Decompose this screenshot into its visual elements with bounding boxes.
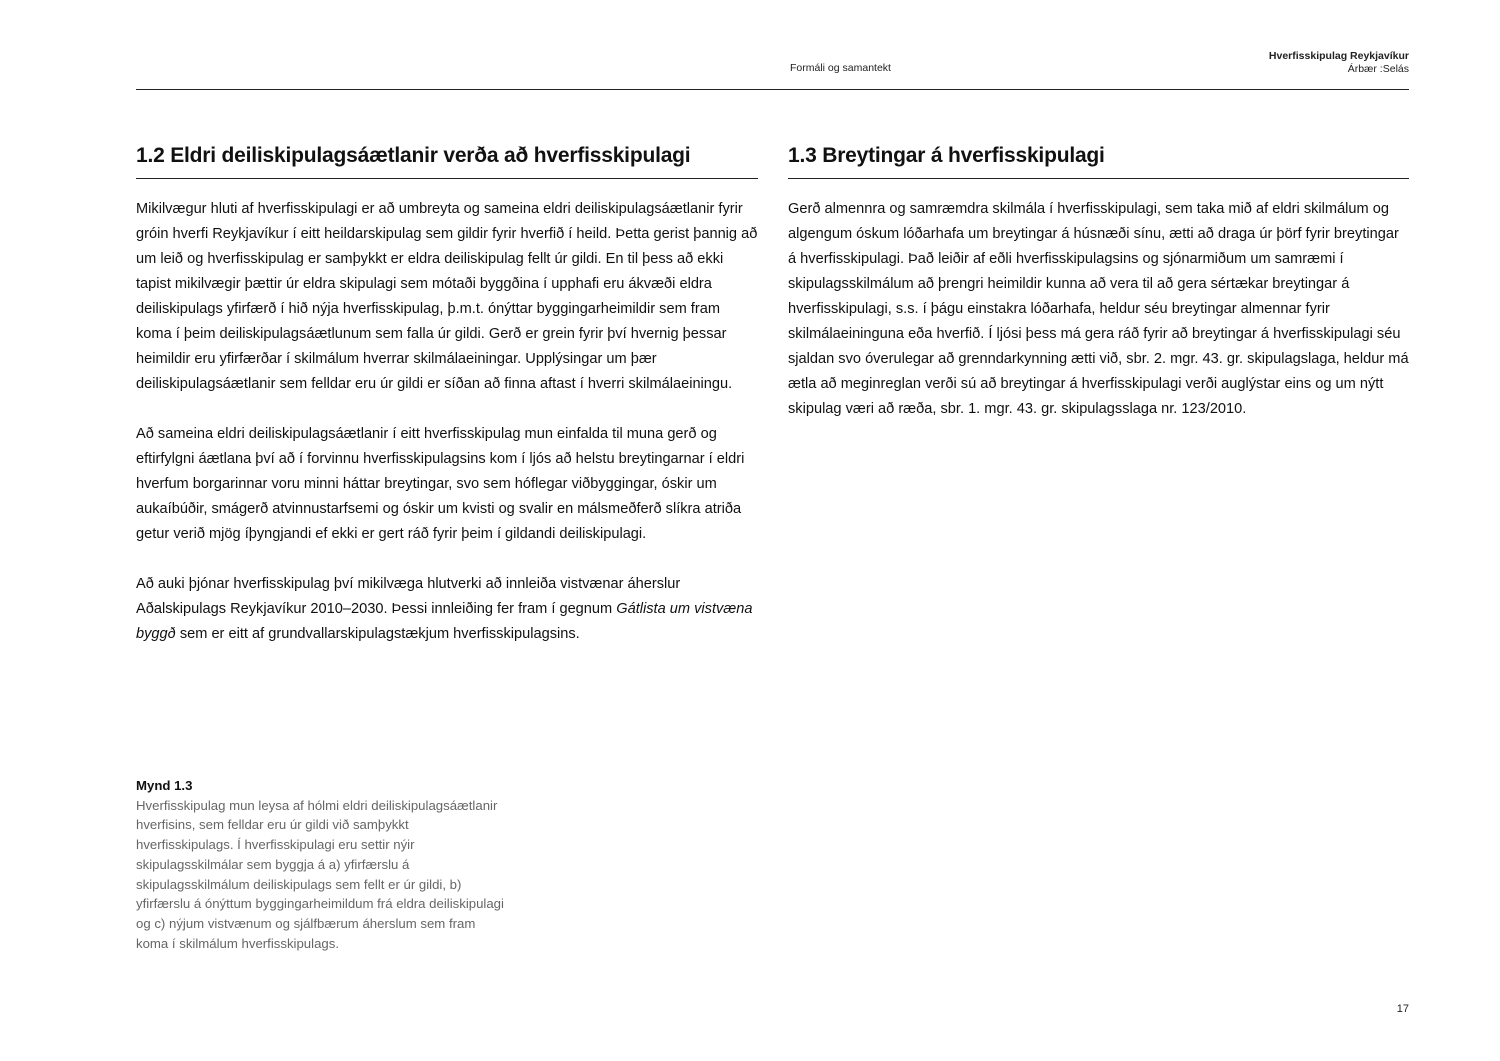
section-1-2-heading: 1.2 Eldri deiliskipulagsáætlanir verða að hverfisskipulagi bbox=[136, 140, 758, 179]
section-1-2-paragraph-2: Að sameina eldri deiliskipulagsáætlanir í eitt hverfisskipulag mun einfalda til muna gerð og eftirfylgni áætlana því að í forvinnu hverfisskipulagsins kom í ljós að helstu breytingarnar í eldri hverfum borgarinnar voru minni háttar breytingar, svo sem hóflegar viðbyggingar, óskir um aukaíbúðir, smágerð atvinnustarfsemi og óskir um kvisti og svalir en málsmeðferð slíkra atriða getur verið mjög íþyngjandi ef ekki er gert ráð fyrir þeim í gildandi deiliskipulagi. bbox=[136, 426, 745, 542]
document-subtitle: Árbær :Selás bbox=[1347, 63, 1409, 75]
paragraph-3-italic: Gátlista um vistvæna byggð bbox=[136, 601, 753, 642]
paragraph-3-end: sem er eitt af grundvallarskipulagstækjum hverfisskipulagsins. bbox=[175, 626, 580, 642]
section-1-3-heading: 1.3 Breytingar á hverfisskipulagi bbox=[788, 140, 1409, 179]
section-1-2-paragraph-3 bbox=[136, 572, 758, 647]
paragraph-3-start: Að auki þjónar hverfisskipulag því mikilvæga hlutverki að innleiða vistvænar áherslur Aðalskipulags Reykjavíkur 2010–2030. Þessi innleiðing fer fram í gegnum bbox=[136, 576, 681, 617]
page-number: 17 bbox=[1396, 1003, 1409, 1015]
section-label: Formáli og samantekt bbox=[790, 62, 891, 74]
section-1-2-paragraph-1: Mikilvægur hluti af hverfisskipulagi er að umbreyta og sameina eldri deiliskipulagsáætlanir fyrir gróin hverfi Reykjavíkur í eitt heildarskipulag sem gildir fyrir hverfið í heild. Þetta gerist þannig að um leið og hverfisskipulag er samþykkt er eldra deiliskipulag fellt úr gildi. En til þess að ekki tapist mikilvægir þættir úr eldra skipulagi sem mótaði byggðina í upphafi eru ákvæði eldra deiliskipulags yfirfærð í hið nýja hverfisskipulag, þ.m.t. ónýttar byggingarheimildir sem fram koma í þeim deiliskipulagsáætlunum sem falla úr gildi. Gerð er grein fyrir því hvernig þessar heimildir eru yfirfærðar í skilmálum hverrar skilmálaeiningar. Upplýsingar um þær deiliskipulagsáætlanir sem felldar eru úr gildi er síðan að finna aftast í hverri skilmálaeiningu. bbox=[136, 201, 758, 392]
section-1-3-paragraph-1: Gerð almennra og samræmdra skilmála í hverfisskipulagi, sem taka mið af eldri skilmálum og algengum óskum lóðarhafa um breytingar á húsnæði sínu, ætti að draga úr þörf fyrir breytingar á hverfisskipulagi. Það leiðir af eðli hverfisskipulagsins og sjónarmiðum um samræmi í skipulagsskilmálum að þrengri heimildir kunna að vera til að gera sértækar breytingar á hverfisskipulagi, s.s. í þágu einstakra lóðarhafa, heldur séu breytingar almennar fyrir skilmálaeininguna eða hverfið. Í ljósi þess má gera ráð fyrir að breytingar á hverfisskipulagi séu sjaldan svo óverulegar að grenndarkynning ætti við, sbr. 2. mgr. 43. gr. skipulagslaga, heldur má ætla að meginreglan verði sú að breytingar á hverfisskipulagi verði auglýstar eins og um nýtt skipulag væri að ræða, sbr. 1. mgr. 43. gr. skipulagsslaga nr. 123/2010. bbox=[788, 201, 1409, 417]
document-title: Hverfisskipulag Reykjavíkur bbox=[1268, 50, 1409, 62]
figure-caption-text: Hverfisskipulag mun leysa af hólmi eldri deiliskipulagsáætlanir hverfisins, sem felldar eru úr gildi við samþykkt hverfisskipulags. Í hverfisskipulagi eru settir nýir skipulagsskilmálar sem byggja á a) yfirfærslu á skipulagsskilmálum deiliskipulags sem fellt er úr gildi, b) yfirfærslu á ónýttum byggingarheimildum frá eldra deiliskipulagi og c) nýjum vistvænum og sjálfbærum áherslum sem fram koma í skilmálum hverfisskipulags. bbox=[136, 797, 504, 951]
document-header bbox=[1269, 50, 1409, 76]
section-1-2 bbox=[136, 140, 758, 672]
figure-caption-title: Mynd 1.3 bbox=[136, 778, 193, 793]
section-1-3 bbox=[788, 140, 1409, 447]
section-1-2-body bbox=[136, 197, 758, 647]
figure-caption bbox=[136, 776, 508, 953]
header-divider bbox=[136, 89, 1409, 90]
section-1-3-body bbox=[788, 197, 1409, 422]
